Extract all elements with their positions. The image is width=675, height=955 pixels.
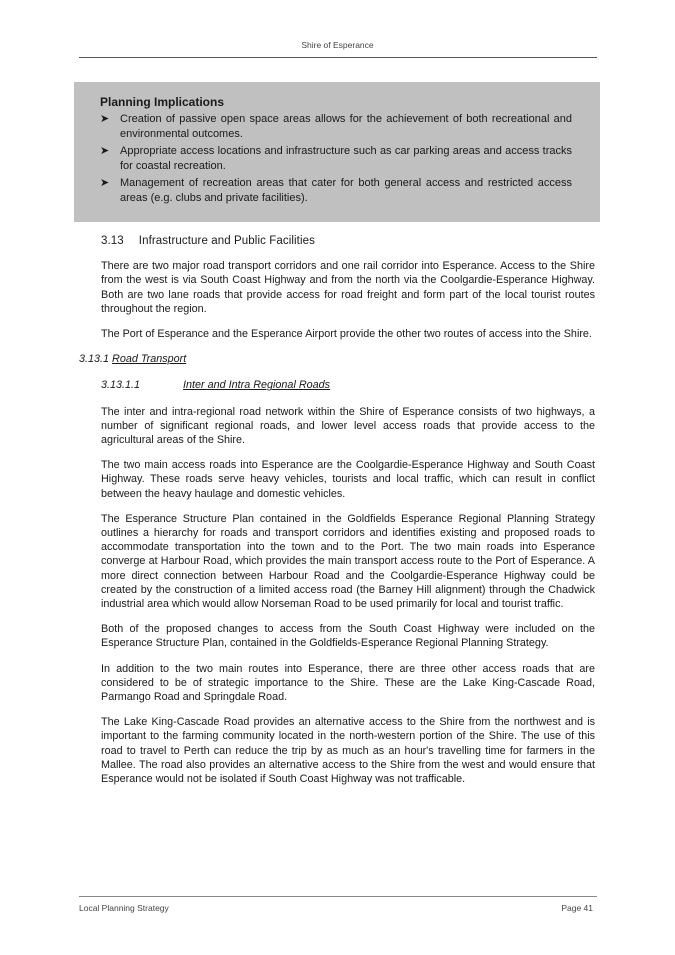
list-item-text: Management of recreation areas that cater for both general access and restricted access areas (e.g. clubs and private facilities). xyxy=(120,177,572,204)
section-heading-3-13-1 xyxy=(79,352,595,366)
list-item xyxy=(100,112,572,141)
list-item xyxy=(100,144,572,173)
section-number: 3.13 xyxy=(101,235,124,247)
section-number: 3.13.1.1 xyxy=(101,379,141,392)
arrow-bullet-icon: ➤ xyxy=(100,113,110,125)
footer-document-title: Local Planning Strategy xyxy=(79,903,169,913)
paragraph: The Port of Esperance and the Esperance Airport provide the other two routes of access into the Shire. xyxy=(101,328,592,341)
main-content xyxy=(79,234,595,797)
header-divider xyxy=(79,57,597,58)
arrow-bullet-icon: ➤ xyxy=(100,177,110,189)
footer-divider xyxy=(79,896,597,897)
footer-page-number: Page 41 xyxy=(561,903,593,913)
section-number: 3.13.1 xyxy=(79,353,110,366)
section-title: Inter and Intra Regional Roads xyxy=(183,379,331,392)
section-heading-3-13 xyxy=(101,234,595,248)
list-item-text: Appropriate access locations and infrastructure such as car parking areas and access tracks for coastal recreation. xyxy=(120,145,572,172)
paragraph: In addition to the two main routes into Esperance, there are three other access roads that are considered to be of strategic importance to the Shire. These are the Lake King-Cascade Road, Parmango Road and Springdale Road. xyxy=(101,662,595,704)
section-title: Infrastructure and Public Facilities xyxy=(138,235,315,247)
paragraph: The Lake King-Cascade Road provides an alternative access to the Shire from the northwest and is important to the farming community located in the north-western portion of the Shire. The use of this road to travel to Perth can reduce the trip by as much as an hour's travelling time for farmers in the Mallee. The road also provides an alternative access to the Shire from the west and would ensure that Esperance would not be isolated if South Coast Highway was not trafficable. xyxy=(101,716,595,786)
section-heading-3-13-1-1 xyxy=(101,378,595,392)
planning-implications-title: Planning Implications xyxy=(100,95,225,109)
arrow-bullet-icon: ➤ xyxy=(100,145,110,157)
planning-implications-box xyxy=(74,82,600,222)
paragraph: The Esperance Structure Plan contained in the Goldfields Esperance Regional Planning Strategy outlines a hierarchy for roads and transport corridors and identifies existing and proposed roads to accommodate transportation into the town and to the Port. The two main roads into Esperance converge at Harbour Road, which provides the main transport access route to the Port of Esperance. A more direct connection between Harbour Road and the Coolgardie-Esperance Highway could be created by the construction of a limited access road (the Barney Hill alignment) through the Chadwick industrial area which would allow Norseman Road to be used primarily for local and tourist traffic. xyxy=(101,512,595,611)
list-item-text: Creation of passive open space areas allows for the achievement of both recreational and environmental outcomes. xyxy=(120,113,572,140)
paragraph: There are two major road transport corridors and one rail corridor into Esperance. Access to the Shire from the west is via South Coast Highway and from the north via the Coolgardie-Esperance Highway. Both are two lane roads that provide access for road freight and form part of the local tourist routes throughout the region. xyxy=(101,260,595,315)
planning-implications-list xyxy=(100,112,572,205)
paragraph: The two main access roads into Esperance are the Coolgardie-Esperance Highway and South Coast Highway. These roads serve heavy vehicles, tourists and local traffic, which can result in conflict between the heavy haulage and domestic vehicles. xyxy=(101,459,595,500)
page-header-title: Shire of Esperance xyxy=(301,40,374,50)
paragraph: Both of the proposed changes to access from the South Coast Highway were included on the Esperance Structure Plan, contained in the Goldfields-Esperance Regional Planning Strategy. xyxy=(101,623,595,650)
section-title: Road Transport xyxy=(112,353,187,366)
list-item xyxy=(100,176,572,205)
paragraph: The inter and intra-regional road network within the Shire of Esperance consists of two highways, a number of significant regional roads, and lower level access roads that provide access to the agricultural areas of the Shire. xyxy=(101,405,595,447)
